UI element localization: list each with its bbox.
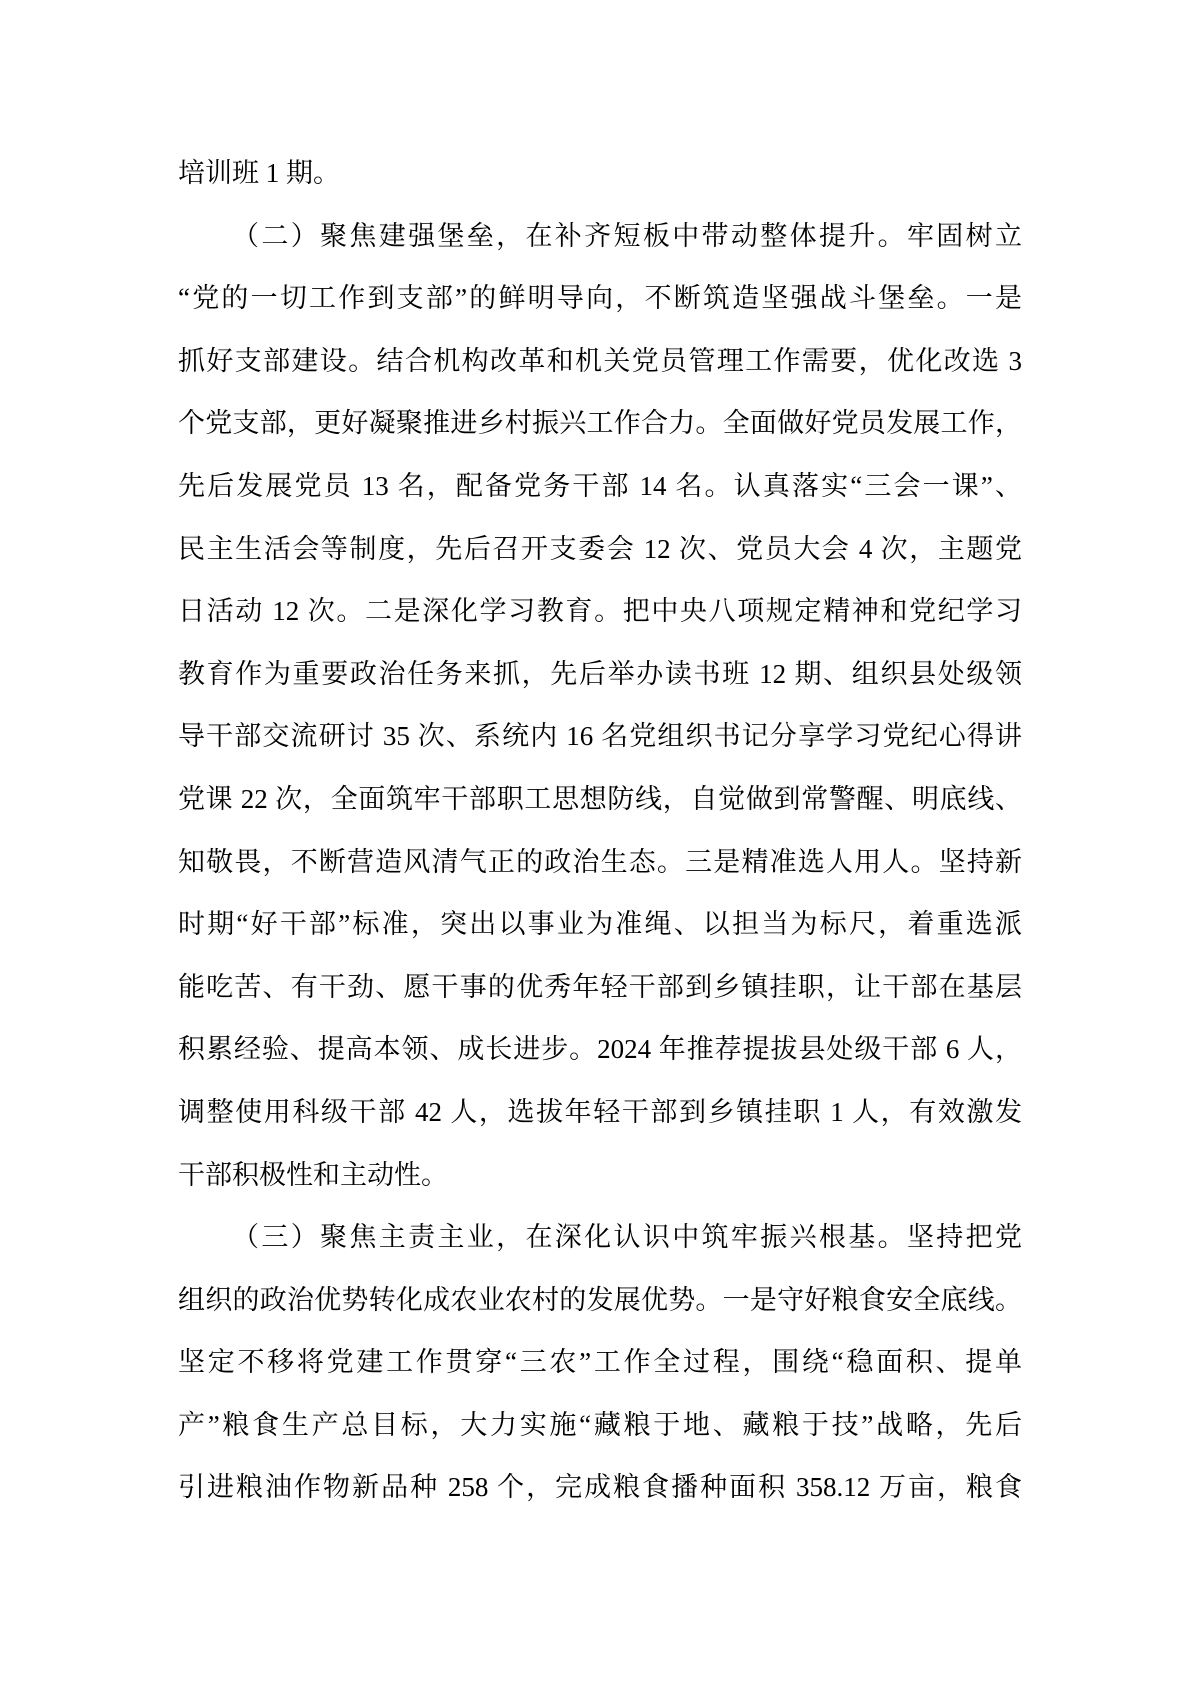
document-body bbox=[178, 142, 1022, 1519]
text-line: “党的一切工作到支部”的鲜明导向，不断筑造坚强战斗堡垒。一是 bbox=[178, 283, 1022, 314]
text-line: 积累经验、提高本领、成长进步。2024 年推荐提拔县处级干部 6 人， bbox=[178, 1034, 1022, 1065]
text-line: 日活动 12 次。二是深化学习教育。把中央八项规定精神和党纪学习 bbox=[178, 596, 1022, 627]
text-line: 产”粮食生产总目标，大力实施“藏粮于地、藏粮于技”战略，先后 bbox=[178, 1409, 1022, 1440]
text-line: 导干部交流研讨 35 次、系统内 16 名党组织书记分享学习党纪心得讲 bbox=[178, 721, 1022, 752]
text-line: 知敬畏，不断营造风清气正的政治生态。三是精准选人用人。坚持新 bbox=[178, 846, 1022, 877]
text-line: 抓好支部建设。结合机构改革和机关党员管理工作需要，优化改选 3 bbox=[178, 345, 1022, 376]
text-line: 干部积极性和主动性。 bbox=[178, 1159, 448, 1190]
text-line: 培训班 1 期。 bbox=[178, 158, 340, 188]
text-line: 坚定不移将党建工作贯穿“三农”工作全过程，围绕“稳面积、提单 bbox=[178, 1347, 1022, 1378]
text-line: 组织的政治优势转化成农业农村的发展优势。一是守好粮食安全底线。 bbox=[178, 1284, 1022, 1315]
text-line: 时期“好干部”标准，突出以事业为准绳、以担当为标尺，着重选派 bbox=[178, 909, 1022, 940]
text-line: 能吃苦、有干劲、愿干事的优秀年轻干部到乡镇挂职，让干部在基层 bbox=[178, 971, 1022, 1002]
text-line: 党课 22 次，全面筑牢干部职工思想防线，自觉做到常警醒、明底线、 bbox=[178, 783, 1022, 814]
text-line: 教育作为重要政治任务来抓，先后举办读书班 12 期、组织县处级领 bbox=[178, 658, 1022, 689]
text-line: （三）聚焦主责主业，在深化认识中筑牢振兴根基。坚持把党 bbox=[232, 1222, 1022, 1253]
text-line: （二）聚焦建强堡垒，在补齐短板中带动整体提升。牢固树立 bbox=[232, 220, 1022, 251]
text-line: 调整使用科级干部 42 人，选拔年轻干部到乡镇挂职 1 人，有效激发 bbox=[178, 1096, 1022, 1127]
text-line: 引进粮油作物新品种 258 个，完成粮食播种面积 358.12 万亩，粮食 bbox=[178, 1472, 1022, 1503]
text-line: 民主生活会等制度，先后召开支委会 12 次、党员大会 4 次，主题党 bbox=[178, 533, 1022, 564]
text-line: 个党支部，更好凝聚推进乡村振兴工作合力。全面做好党员发展工作， bbox=[178, 408, 1022, 439]
text-line: 先后发展党员 13 名，配备党务干部 14 名。认真落实“三会一课”、 bbox=[178, 470, 1022, 501]
